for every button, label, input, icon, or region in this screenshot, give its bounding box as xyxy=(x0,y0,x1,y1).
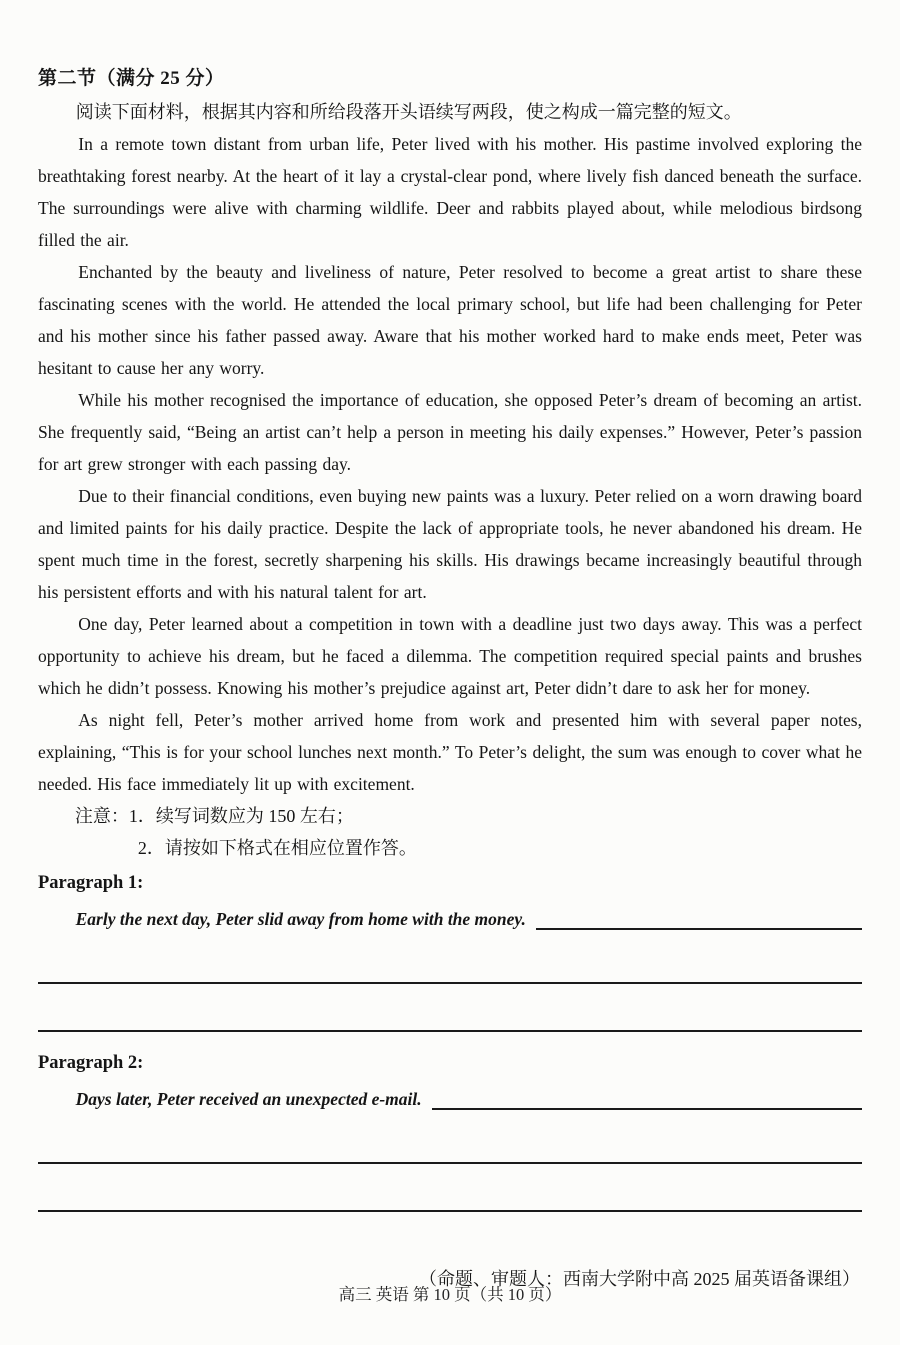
task-instruction: 阅读下面材料，根据其内容和所给段落开头语续写两段，使之构成一篇完整的短文。 xyxy=(75,102,742,122)
answer-line xyxy=(38,936,862,984)
answer-line xyxy=(38,984,862,1032)
note-line-1: 注意：1．续写词数应为 150 左右； xyxy=(74,806,354,826)
story-paragraph-1: In a remote town distant from urban life, Peter lived with his mother. His pastime involved exploring the breathtaking forest nearby. At the heart of it lay a crystal-clear pond, where lively fish danced beneath the surface. The surroundings were alive with charming wildlife. Deer and rabbits played about, while melodious birdsong filled the air. xyxy=(38,134,862,250)
paragraph1-opening-text: Early the next day, Peter slid away from home with the money. xyxy=(75,909,526,929)
answer-line xyxy=(536,928,862,930)
story-paragraph-2: Enchanted by the beauty and liveliness of nature, Peter resolved to become a great artist to share these fascinating scenes with the world. He attended the local primary school, but life had been challenging for Peter and his mother since his father passed away. Aware that his mother worked hard to make ends meet, Peter was hesitant to cause her any worry. xyxy=(38,262,862,378)
notes-section xyxy=(38,800,862,864)
note-line-2: 2．请按如下格式在相应位置作答。 xyxy=(137,838,417,858)
exam-credit: （命题、审题人：西南大学附中高 2025 届英语备课组） xyxy=(419,1269,860,1289)
paragraph1-opening-line xyxy=(38,900,862,936)
story-paragraph-4: Due to their financial conditions, even buying new paints was a luxury. Peter relied on a worn drawing board and limited paints for his daily practice. Despite the lack of appropriate tools, he never abandoned his dream. He spent much time in the forest, secretly sharpening his skills. His drawings became increasingly beautiful through his persistent efforts and with his natural talent for art. xyxy=(38,486,862,602)
answer-line xyxy=(432,1108,862,1110)
paragraph2-answer-area xyxy=(38,1080,862,1212)
paragraph1-label: Paragraph 1: xyxy=(38,873,144,893)
answer-line xyxy=(38,1164,862,1212)
page-number-footer: 高三 英语 第 10 页（共 10 页） xyxy=(338,1285,562,1304)
section-title: 第二节（满分 25 分） xyxy=(38,68,225,89)
paragraph2-opening-line xyxy=(38,1080,862,1116)
answer-line xyxy=(38,1116,862,1164)
reading-material xyxy=(38,128,862,800)
story-paragraph-5: One day, Peter learned about a competition in town with a deadline just two days away. This was a perfect opportunity to achieve his dream, but he faced a dilemma. The competition required special paints and brushes which he didn’t possess. Knowing his mother’s prejudice against art, Peter didn’t dare to ask her for money. xyxy=(38,614,862,698)
story-paragraph-6: As night fell, Peter’s mother arrived home from work and presented him with several paper notes, explaining, “This is for your school lunches next month.” To Peter’s delight, the sum was enough to cover what he needed. His face immediately lit up with excitement. xyxy=(38,710,862,794)
paragraph1-answer-area xyxy=(38,900,862,1032)
paragraph2-opening-text: Days later, Peter received an unexpected e-mail. xyxy=(75,1089,422,1109)
paragraph2-label: Paragraph 2: xyxy=(38,1053,144,1073)
story-paragraph-3: While his mother recognised the importance of education, she opposed Peter’s dream of becoming an artist. She frequently said, “Being an artist can’t help a person in meeting his daily expenses.” However, Peter’s passion for art grew stronger with each passing day. xyxy=(38,390,862,474)
